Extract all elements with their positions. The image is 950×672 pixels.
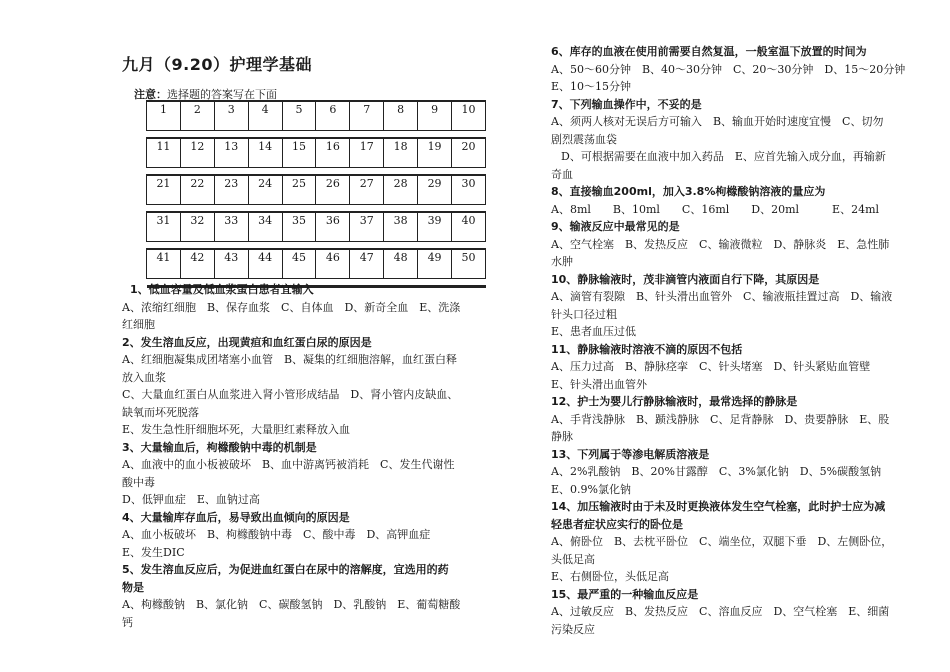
answer-grid-number: 29: [418, 175, 452, 191]
note-text: 选择题的答案写在下面: [167, 88, 277, 101]
question-option-line: A、血液中的血小板被破坏 B、血中游离钙被消耗 C、发生代谢性: [122, 458, 455, 471]
question-option-line: A、8ml B、10ml C、16ml D、20ml E、24ml: [551, 202, 880, 216]
question-option-line: 红细胞: [122, 318, 155, 331]
answer-cell[interactable]: [384, 154, 418, 168]
answer-grid-number: 48: [384, 249, 418, 265]
question-title: 10、静脉输液时，茂非滴管内液面自行下降，其原因是: [551, 272, 820, 286]
question-option-line: E、发生DIC: [122, 545, 185, 559]
question-title: 7、下列输血操作中，不妥的是: [551, 97, 702, 111]
question-option-line: E、针头滑出血管外: [551, 377, 648, 391]
answer-grid-number: 45: [282, 249, 316, 265]
answer-grid-number: 19: [418, 138, 452, 154]
answer-grid-number: 46: [316, 249, 350, 265]
answer-grid-number: 21: [147, 175, 181, 191]
answer-grid: [146, 100, 486, 288]
answer-cell[interactable]: [384, 265, 418, 279]
answer-grid-number: 49: [418, 249, 452, 265]
answer-cell[interactable]: [316, 117, 350, 131]
answer-cell[interactable]: [452, 154, 486, 168]
question-title: 15、最严重的一种输血反应是: [551, 587, 699, 601]
answer-grid-number: 24: [248, 175, 282, 191]
answer-cell[interactable]: [180, 191, 214, 205]
answer-cell[interactable]: [350, 154, 384, 168]
question-title: 9、输液反应中最常见的是: [551, 220, 680, 233]
question-block: [122, 439, 480, 509]
answer-grid-number: 44: [248, 249, 282, 265]
answer-cell[interactable]: [180, 117, 214, 131]
answer-grid-number: 1: [147, 101, 181, 117]
answer-cell[interactable]: [384, 228, 418, 242]
answer-grid-number: 14: [248, 138, 282, 154]
answer-grid-number: 16: [316, 138, 350, 154]
answer-grid-number: 18: [384, 138, 418, 154]
answer-cell[interactable]: [452, 265, 486, 279]
answer-cell[interactable]: [418, 228, 452, 242]
question-option-line: E、患者血压过低: [551, 325, 637, 338]
answer-grid-number: 30: [452, 175, 486, 191]
answer-grid-number: 9: [418, 101, 452, 117]
question-option-line: A、血小板破坏 B、枸橼酸钠中毒 C、酸中毒 D、高钾血症: [122, 528, 431, 541]
answer-cell[interactable]: [452, 191, 486, 205]
answer-grid-number: 40: [452, 212, 486, 228]
answer-cell[interactable]: [350, 228, 384, 242]
answer-grid-number: 22: [180, 175, 214, 191]
question-option-line: 缺氧而坏死脱落: [122, 405, 199, 419]
question-option-line: 针头口径过粗: [551, 307, 617, 321]
question-option-line: D、低钾血症 E、血钠过高: [122, 493, 260, 506]
question-title-continued: 物是: [122, 580, 144, 594]
answer-cell[interactable]: [384, 117, 418, 131]
answer-cell[interactable]: [316, 191, 350, 205]
question-title: 12、护士为婴儿行静脉输液时，最常选择的静脉是: [551, 395, 798, 408]
question-title: 14、加压输液时由于未及时更换液体发生空气栓塞，此时护士应为减: [551, 500, 886, 513]
question-block: [122, 509, 480, 562]
answer-grid-number: 33: [214, 212, 248, 228]
answer-grid-number: 17: [350, 138, 384, 154]
answer-grid-number: 20: [452, 138, 486, 154]
question-option-line: 放入血浆: [122, 370, 166, 384]
question-option-line: E、右侧卧位，头低足高: [551, 570, 670, 583]
question-block: [551, 218, 913, 271]
question-option-line: A、2%乳酸钠 B、20%甘露醇 C、3%氯化钠 D、5%碳酸氢钠: [551, 465, 882, 478]
answer-grid-number: 35: [282, 212, 316, 228]
question-option-line: C、大量血红蛋白从血浆进入肾小管形成结晶 D、肾小管内皮缺血、: [122, 388, 459, 401]
question-option-line: 污染反应: [551, 622, 595, 636]
answer-grid-number: 31: [147, 212, 181, 228]
answer-grid-number: 50: [452, 249, 486, 265]
answer-cell[interactable]: [350, 117, 384, 131]
answer-cell[interactable]: [316, 154, 350, 168]
answer-grid-number: 42: [180, 249, 214, 265]
answer-cell[interactable]: [350, 265, 384, 279]
answer-cell[interactable]: [248, 265, 282, 279]
question-title: 6、库存的血液在使用前需要自然复温，一般室温下放置的时间为: [551, 45, 867, 58]
answer-grid-number: 8: [384, 101, 418, 117]
question-option-line: A、空气栓塞 B、发热反应 C、输液微粒 D、静脉炎 E、急性肺: [551, 237, 890, 251]
question-option-line: D、可根据需要在血液中加入药品 E、应首先输入成分血，再输新: [561, 150, 886, 163]
question-block: [122, 281, 480, 334]
question-block: [551, 341, 913, 394]
question-block: [551, 393, 913, 446]
answer-grid-number: 26: [316, 175, 350, 191]
answer-cell[interactable]: [418, 154, 452, 168]
question-option-line: 静脉: [551, 430, 573, 443]
answer-cell[interactable]: [180, 228, 214, 242]
question-option-line: 头低足高: [551, 552, 595, 566]
question-option-line: A、过敏反应 B、发热反应 C、溶血反应 D、空气栓塞 E、细菌: [551, 605, 890, 618]
answer-grid-number: 13: [214, 138, 248, 154]
question-option-line: 水肿: [551, 255, 573, 268]
question-option-line: E、10～15分钟: [551, 80, 632, 93]
answer-cell[interactable]: [452, 228, 486, 242]
answer-cell[interactable]: [214, 154, 248, 168]
answer-grid-number: 34: [248, 212, 282, 228]
question-option-line: 酸中毒: [122, 475, 155, 489]
question-option-line: A、压力过高 B、静脉痉挛 C、针头堵塞 D、针头紧贴血管壁: [551, 360, 871, 373]
answer-cell[interactable]: [282, 228, 316, 242]
answer-grid-number: 38: [384, 212, 418, 228]
question-block: [122, 334, 480, 439]
question-title: 4、大量输库存血后，易导致出血倾向的原因是: [122, 510, 350, 524]
answer-grid-number: 10: [452, 101, 486, 117]
answer-grid-number: 37: [350, 212, 384, 228]
question-option-line: A、滴管有裂隙 B、针头滑出血管外 C、输液瓶挂置过高 D、输液: [551, 290, 893, 303]
answer-cell[interactable]: [147, 191, 181, 205]
question-option-line: E、0.9%氯化钠: [551, 482, 631, 496]
question-option-line: A、50～60分钟 B、40～30分钟 C、20～30分钟 D、15～20分钟: [551, 62, 906, 76]
answer-grid-number: 23: [214, 175, 248, 191]
answer-cell[interactable]: [282, 117, 316, 131]
answer-grid-number: 27: [350, 175, 384, 191]
answer-cell[interactable]: [452, 117, 486, 131]
question-title: 13、下列属于等渗电解质溶液是: [551, 447, 710, 461]
question-title: 5、发生溶血反应后，为促进血红蛋白在尿中的溶解度，宜选用的药: [122, 563, 449, 576]
answer-grid-number: 12: [180, 138, 214, 154]
answer-cell[interactable]: [248, 154, 282, 168]
answer-cell[interactable]: [214, 228, 248, 242]
answer-grid-number: 28: [384, 175, 418, 191]
answer-grid-number: 43: [214, 249, 248, 265]
question-block: [122, 561, 480, 631]
answer-grid-number: 47: [350, 249, 384, 265]
answer-cell[interactable]: [147, 228, 181, 242]
question-block: [551, 96, 913, 184]
answer-grid-number: 32: [180, 212, 214, 228]
question-block: [551, 183, 913, 218]
question-title: 8、直接输血200ml，加入3.8%枸橼酸钠溶液的量应为: [551, 185, 826, 198]
answer-grid-number: 3: [214, 101, 248, 117]
question-option-line: 奇血: [551, 167, 573, 181]
answer-cell[interactable]: [418, 117, 452, 131]
question-block: [551, 498, 913, 586]
question-option-line: A、须两人核对无误后方可输入 B、输血开始时速度宜慢 C、切勿: [551, 115, 884, 128]
answer-cell[interactable]: [180, 154, 214, 168]
answer-grid-number: 41: [147, 249, 181, 265]
question-option-line: A、红细胞凝集成团堵塞小血管 B、凝集的红细胞溶解，血红蛋白释: [122, 353, 458, 366]
question-option-line: 剧烈震荡血袋: [551, 132, 617, 146]
answer-cell[interactable]: [384, 191, 418, 205]
question-title-continued: 轻患者症状应实行的卧位是: [551, 517, 683, 531]
answer-cell[interactable]: [248, 191, 282, 205]
question-option-line: A、俯卧位 B、去枕平卧位 C、端坐位，双腿下垂 D、左侧卧位，: [551, 535, 893, 548]
answer-grid-number: 36: [316, 212, 350, 228]
question-option-line: 钙: [122, 615, 133, 629]
grid-divider: [147, 205, 486, 213]
answer-cell[interactable]: [147, 265, 181, 279]
question-title: 11、静脉输液时溶液不滴的原因不包括: [551, 342, 743, 356]
answer-grid-number: 5: [282, 101, 316, 117]
note-label: 注意：: [134, 88, 167, 101]
grid-divider: [147, 242, 486, 250]
question-block: [551, 586, 913, 639]
answer-cell[interactable]: [147, 154, 181, 168]
answer-cell[interactable]: [282, 154, 316, 168]
answer-cell[interactable]: [418, 191, 452, 205]
answer-grid-number: 15: [282, 138, 316, 154]
answer-cell[interactable]: [316, 228, 350, 242]
question-block: [551, 271, 913, 341]
answer-cell[interactable]: [282, 265, 316, 279]
answer-grid-number: 4: [248, 101, 282, 117]
answer-grid-number: 25: [282, 175, 316, 191]
answer-grid-number: 39: [418, 212, 452, 228]
question-option-line: A、浓缩红细胞 B、保存血浆 C、自体血 D、新奇全血 E、洗涤: [122, 300, 461, 314]
left-question-column: [122, 281, 480, 631]
answer-cell[interactable]: [418, 265, 452, 279]
right-question-column: [551, 43, 913, 638]
question-option-line: A、手背浅静脉 B、踬浅静脉 C、足背静脉 D、贵要静脉 E、股: [551, 412, 890, 426]
grid-divider: [147, 131, 486, 139]
answer-cell[interactable]: [214, 117, 248, 131]
answer-cell[interactable]: [248, 117, 282, 131]
question-title: 3、大量输血后，枸橼酸钠中毒的机制是: [122, 440, 317, 454]
answer-cell[interactable]: [282, 191, 316, 205]
question-block: [551, 446, 913, 499]
answer-grid-number: 2: [180, 101, 214, 117]
grid-divider: [147, 168, 486, 176]
answer-cell[interactable]: [214, 265, 248, 279]
answer-cell[interactable]: [214, 191, 248, 205]
question-block: [551, 43, 913, 96]
answer-cell[interactable]: [180, 265, 214, 279]
answer-grid-number: 7: [350, 101, 384, 117]
answer-cell[interactable]: [350, 191, 384, 205]
answer-grid-number: 6: [316, 101, 350, 117]
answer-grid-number: 11: [147, 138, 181, 154]
question-title: 1、低血容量及低血浆蛋白患者宜输入: [130, 283, 314, 296]
question-option-line: A、枸橼酸钠 B、氯化钠 C、碳酸氢钠 D、乳酸钠 E、葡萄糖酸: [122, 598, 461, 611]
answer-cell[interactable]: [248, 228, 282, 242]
page-title: 九月（9.20）护理学基础: [122, 55, 312, 74]
answer-cell[interactable]: [147, 117, 181, 131]
question-option-line: E、发生急性肝细胞坏死，大量胆红素释放入血: [122, 423, 351, 436]
answer-cell[interactable]: [316, 265, 350, 279]
question-title: 2、发生溶血反应，出现黄疸和血红蛋白尿的原因是: [122, 335, 372, 349]
